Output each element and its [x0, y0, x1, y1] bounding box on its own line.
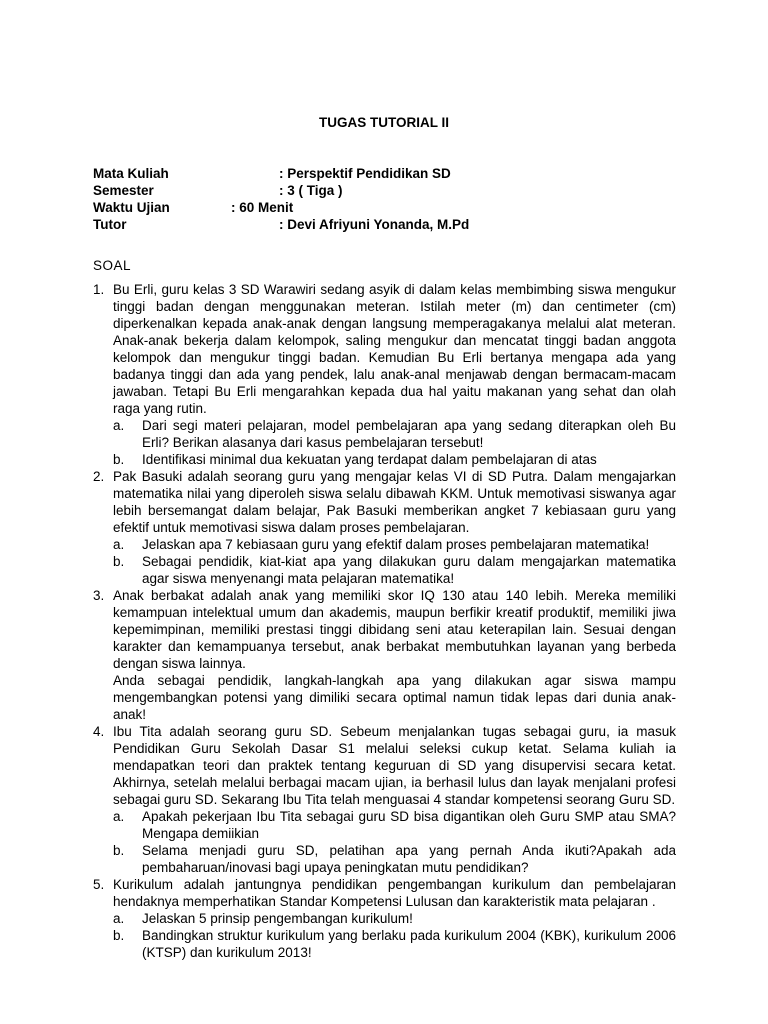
question-text: Anak berbakat adalah anak yang memiliki skor IQ 130 atau 140 lebih. Mereka memiliki kemampuan intelektual umum dan akademis, maupun berfikir kreatif produktif, memiliki jiwa kepemimpinan, memiliki prestasi tinggi dibidang seni atau keterapilan lain. Sesuai dengan karakter dan kemampuanya tersebut, anak berbakat membutuhkan layanan yang berbeda dengan siswa lainnya.	[113, 588, 676, 671]
question-number: 4.	[93, 724, 105, 739]
sub-letter: a.	[113, 809, 125, 824]
sub-letter: a.	[113, 537, 125, 552]
sub-question-2b	[113, 553, 676, 587]
question-4	[93, 723, 676, 876]
sub-text: Apakah pekerjaan Ibu Tita sebagai guru SD bisa digantikan oleh Guru SMP atau SMA? Mengapa demiikian	[142, 809, 676, 841]
question-number: 1.	[93, 282, 105, 297]
question-3	[93, 587, 676, 723]
info-value: : Devi Afriyuni Yonanda, M.Pd	[279, 217, 470, 232]
info-label: Semester	[93, 183, 154, 198]
question-text: Kurikulum adalah jantungnya pendidikan pengembangan kurikulum dan pembelajaran hendaknya memperhatikan Standar Kompetensi Lulusan dan karakteristik mata pelajaran .	[113, 877, 676, 909]
sub-text: Dari segi materi pelajaran, model pembelajaran apa yang sedang diterapkan oleh Bu Erli? Berikan alasanya dari kasus pembelajaran tersebut!	[142, 418, 676, 450]
sub-text: Jelaskan 5 prinsip pengembangan kurikulum!	[142, 911, 413, 926]
question-2	[93, 468, 676, 587]
question-number: 5.	[93, 877, 105, 892]
sub-text: Selama menjadi guru SD, pelatihan apa yang pernah Anda ikuti?Apakah ada pembaharuan/inovasi bagi upaya peningkatan mutu pendidikan?	[142, 843, 676, 875]
sub-letter: a.	[113, 418, 125, 433]
sub-question-1a	[113, 417, 676, 451]
soal-heading: SOAL	[93, 258, 132, 273]
info-label: Waktu Ujian	[93, 200, 170, 215]
sub-text: Sebagai pendidik, kiat-kiat apa yang dilakukan guru dalam mengajarkan matematika agar siswa menyenangi mata pelajaran matematika!	[142, 554, 676, 586]
question-text: Ibu Tita adalah seorang guru SD. Sebeum menjalankan tugas sebagai guru, ia masuk Pendidikan Guru Sekolah Dasar S1 melalui seleksi cukup ketat. Selama kuliah ia mendapatkan teori dan praktek tentang keguruan di SD yang disupervisi secara ketat. Akhirnya, setelah melalui berbagai macam ujian, ia berhasil lulus dan layak menjalani profesi sebagai guru SD. Sekarang Ibu Tita telah menguasai 4 standar kompetensi seorang Guru SD.	[113, 724, 676, 807]
question-5	[93, 876, 676, 961]
question-list	[93, 281, 676, 961]
sub-question-4b	[113, 842, 676, 876]
sub-letter: b.	[113, 452, 125, 467]
info-value: : 60 Menit	[231, 200, 294, 215]
sub-question-1b	[113, 451, 676, 468]
sub-question-5b	[113, 927, 676, 961]
question-number: 2.	[93, 469, 105, 484]
sub-letter: b.	[113, 843, 125, 858]
info-label: Tutor	[93, 217, 127, 232]
page-title: TUGAS TUTORIAL II	[318, 115, 449, 130]
sub-letter: b.	[113, 554, 125, 569]
sub-question-2a	[113, 536, 676, 553]
question-text: Pak Basuki adalah seorang guru yang mengajar kelas VI di SD Putra. Dalam mengajarkan matematika nilai yang diperoleh siswa selalu dibawah KKM. Untuk memotivasi siswanya agar lebih bersemangat dalam belajar, Pak Basuki memberikan angket 7 kebiasaan guru yang efektif untuk memotivasi siswa dalam proses pembelajaran.	[113, 469, 676, 535]
info-label: Mata Kuliah	[93, 166, 169, 181]
question-text-continued: Anda sebagai pendidik, langkah-langkah apa yang dilakukan agar siswa mampu mengembangkan potensi yang dimiliki secara optimal namun tidak lepas dari dunia anak-anak!	[113, 673, 676, 722]
sub-letter: b.	[113, 928, 125, 943]
sub-text: Bandingkan struktur kurikulum yang berlaku pada kurikulum 2004 (KBK), kurikulum 2006 (KTSP) dan kurikulum 2013!	[142, 928, 676, 960]
question-1	[93, 281, 676, 468]
question-text: Bu Erli, guru kelas 3 SD Warawiri sedang asyik di dalam kelas membimbing siswa mengukur tinggi badan dengan menggunakan meteran. Istilah meter (m) dan centimeter (cm) diperkenalkan kepada anak-anak dengan langsung memperagakanya melalui alat meteran. Anak-anak bekerja dalam kelompok, saling mengukur dan mencatat tinggi badan anggota kelompok dan mengukur tinggi badan. Kemudian Bu Erli bertanya mengapa ada yang badanya tinggi dan ada yang pendek, lalu anak-anal menjawab dengan bermacam-macam jawaban. Tetapi Bu Erli mengarahkan kepada dua hal yaitu makanan yang sehat dan olah raga yang rutin.	[113, 282, 676, 416]
sub-text: Identifikasi minimal dua kekuatan yang terdapat dalam pembelajaran di atas	[142, 452, 597, 467]
sub-question-5a	[113, 910, 676, 927]
sub-text: Jelaskan apa 7 kebiasaan guru yang efektif dalam proses pembelajaran matematika!	[142, 537, 650, 552]
sub-letter: a.	[113, 911, 125, 926]
sub-question-4a	[113, 808, 676, 842]
info-value: : Perspektif Pendidikan SD	[279, 166, 451, 181]
question-number: 3.	[93, 588, 105, 603]
info-value: : 3 ( Tiga )	[279, 183, 343, 198]
